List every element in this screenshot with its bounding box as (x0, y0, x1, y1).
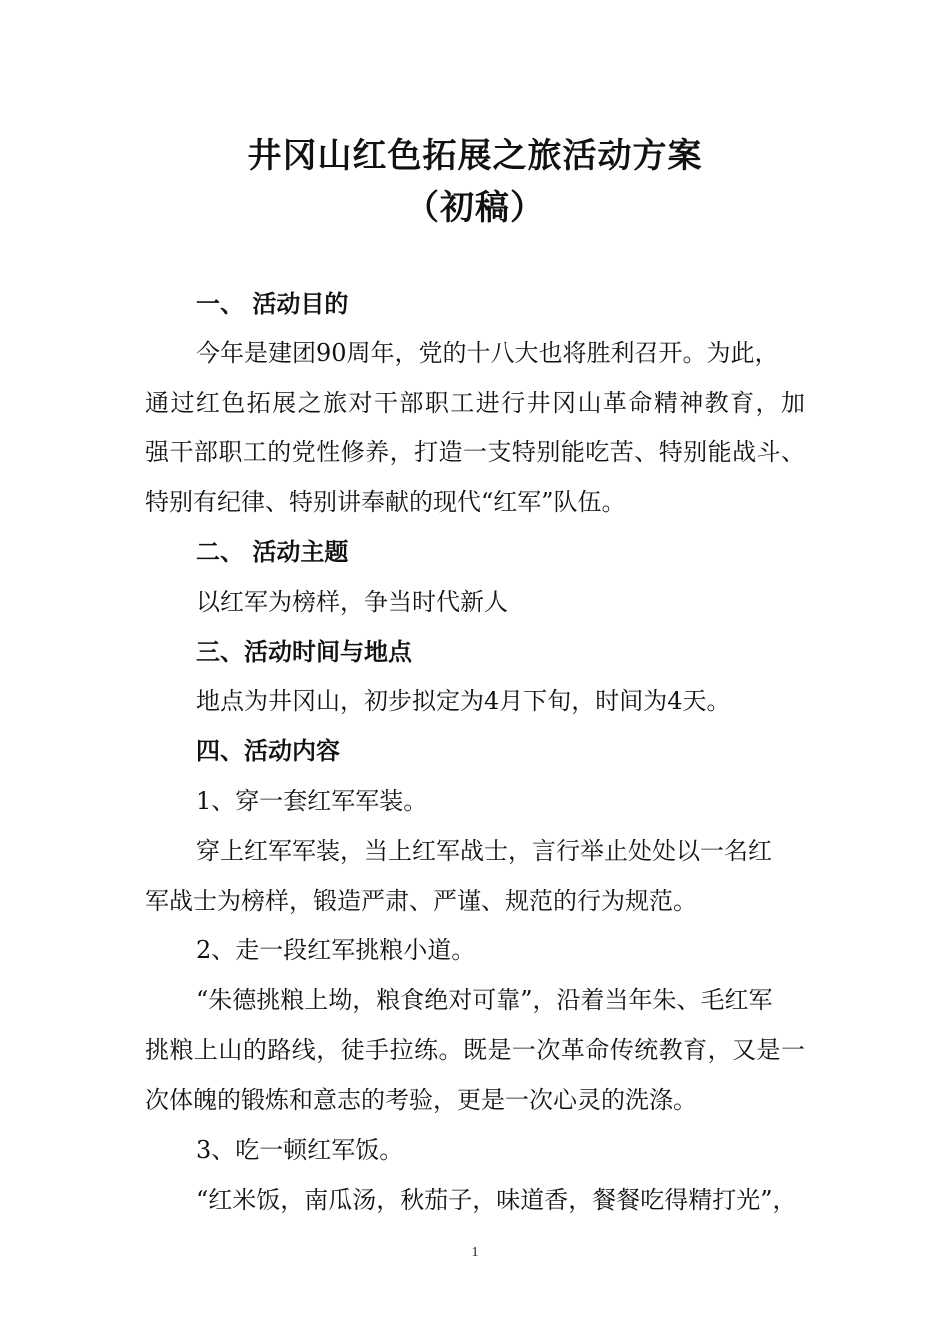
section-heading-purpose: 一、 活动目的 (196, 290, 349, 318)
paragraph-line: “红米饭，南瓜汤，秋茄子，味道香，餐餐吃得精打光”， (196, 1186, 797, 1214)
content-item-title: 1、穿一套红军军装。 (196, 787, 428, 815)
section-heading-content: 四、活动内容 (196, 737, 340, 765)
content-item-title: 2、走一段红军挑粮小道。 (196, 936, 476, 964)
paragraph-line: 地点为井冈山，初步拟定为4月下旬，时间为4天。 (196, 687, 731, 715)
document-subtitle: （初稿） (405, 188, 545, 228)
page-number: 1 (471, 1245, 479, 1260)
paragraph-line: 次体魄的锻炼和意志的考验，更是一次心灵的洗涤。 (145, 1086, 697, 1114)
paragraph-line: 通过红色拓展之旅对干部职工进行井冈山革命精神教育，加 (145, 389, 805, 417)
paragraph-line: 强干部职工的党性修养，打造一支特别能吃苦、特别能战斗、 (145, 438, 805, 466)
paragraph-line: 特别有纪律、特别讲奉献的现代“红军”队伍。 (145, 488, 626, 516)
section-heading-time-place: 三、活动时间与地点 (196, 638, 412, 666)
paragraph-line: 今年是建团90周年，党的十八大也将胜利召开。为此， (196, 339, 779, 367)
paragraph-line: “朱德挑粮上坳，粮食绝对可靠”，沿着当年朱、毛红军 (196, 986, 773, 1014)
paragraph-line: 军战士为榜样，锻造严肃、严谨、规范的行为规范。 (145, 887, 697, 915)
paragraph-line: 穿上红军军装，当上红军战士，言行举止处处以一名红 (196, 837, 772, 865)
document-title: 井冈山红色拓展之旅活动方案 (247, 136, 703, 176)
paragraph-line: 挑粮上山的路线，徒手拉练。既是一次革命传统教育，又是一 (145, 1036, 805, 1064)
section-heading-theme: 二、 活动主题 (196, 538, 349, 566)
content-item-title: 3、吃一顿红军饭。 (196, 1136, 404, 1164)
paragraph-line: 以红军为榜样，争当时代新人 (196, 588, 508, 616)
